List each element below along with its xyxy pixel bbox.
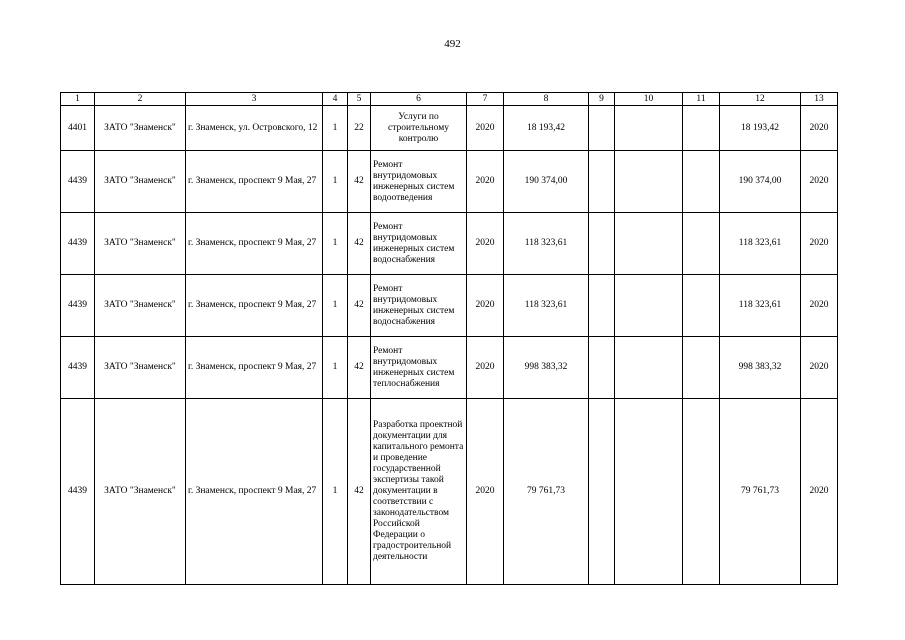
cell-col5: 42 <box>348 337 371 399</box>
cell-municipality: ЗАТО "Знаменск" <box>95 106 186 151</box>
cell-municipality: ЗАТО "Знаменск" <box>95 275 186 337</box>
column-header: 7 <box>467 93 504 106</box>
cell-col9 <box>589 399 615 585</box>
column-header: 9 <box>589 93 615 106</box>
cell-col4: 1 <box>323 337 348 399</box>
cell-amount: 79 761,73 <box>504 399 589 585</box>
cell-col4: 1 <box>323 399 348 585</box>
cell-col9 <box>589 106 615 151</box>
cell-col5: 42 <box>348 399 371 585</box>
table-row <box>61 151 838 213</box>
cell-col5: 22 <box>348 106 371 151</box>
cell-year-end: 2020 <box>801 106 838 151</box>
cell-number: 4401 <box>61 106 95 151</box>
cell-col11 <box>683 399 720 585</box>
cell-service: Ремонт внутридомовых инженерных систем теплоснабжения <box>371 337 467 399</box>
cell-total: 79 761,73 <box>720 399 801 585</box>
table-row <box>61 213 838 275</box>
cell-col10 <box>615 106 683 151</box>
cell-col9 <box>589 213 615 275</box>
cell-year-end: 2020 <box>801 275 838 337</box>
cell-amount: 118 323,61 <box>504 213 589 275</box>
header-row <box>61 93 838 106</box>
cell-number: 4439 <box>61 151 95 213</box>
cell-number: 4439 <box>61 213 95 275</box>
cell-year: 2020 <box>467 337 504 399</box>
cell-col10 <box>615 399 683 585</box>
cell-col10 <box>615 213 683 275</box>
table-row <box>61 337 838 399</box>
cell-col4: 1 <box>323 151 348 213</box>
table-row <box>61 275 838 337</box>
cell-municipality: ЗАТО "Знаменск" <box>95 213 186 275</box>
column-header: 10 <box>615 93 683 106</box>
cell-address: г. Знаменск, проспект 9 Мая, 27 <box>186 337 323 399</box>
cell-address: г. Знаменск, проспект 9 Мая, 27 <box>186 151 323 213</box>
cell-number: 4439 <box>61 399 95 585</box>
cell-address: г. Знаменск, проспект 9 Мая, 27 <box>186 213 323 275</box>
cell-total: 118 323,61 <box>720 275 801 337</box>
cell-col5: 42 <box>348 151 371 213</box>
page-number: 492 <box>444 38 461 50</box>
cell-year-end: 2020 <box>801 337 838 399</box>
column-header: 3 <box>186 93 323 106</box>
column-header: 1 <box>61 93 95 106</box>
cell-col11 <box>683 337 720 399</box>
cell-municipality: ЗАТО "Знаменск" <box>95 337 186 399</box>
cell-service: Ремонт внутридомовых инженерных систем водоснабжения <box>371 275 467 337</box>
cell-service: Разработка проектной документации для капитального ремонта и проведение государственной экспертизы такой документации в соответствии с законодательством Российской Федерации о градостроительной деятельности <box>371 399 467 585</box>
cell-year: 2020 <box>467 213 504 275</box>
cell-col5: 42 <box>348 213 371 275</box>
cell-col4: 1 <box>323 213 348 275</box>
cell-col9 <box>589 151 615 213</box>
cell-col4: 1 <box>323 275 348 337</box>
cell-municipality: ЗАТО "Знаменск" <box>95 151 186 213</box>
cell-address: г. Знаменск, проспект 9 Мая, 27 <box>186 399 323 585</box>
cell-year: 2020 <box>467 106 504 151</box>
column-header: 11 <box>683 93 720 106</box>
cell-col10 <box>615 275 683 337</box>
cell-year: 2020 <box>467 399 504 585</box>
cell-year-end: 2020 <box>801 399 838 585</box>
cell-col10 <box>615 337 683 399</box>
cell-total: 18 193,42 <box>720 106 801 151</box>
column-header: 5 <box>348 93 371 106</box>
column-header: 4 <box>323 93 348 106</box>
column-header: 8 <box>504 93 589 106</box>
cell-col11 <box>683 275 720 337</box>
cell-number: 4439 <box>61 337 95 399</box>
registry-table <box>60 92 838 585</box>
cell-col11 <box>683 151 720 213</box>
cell-municipality: ЗАТО "Знаменск" <box>95 399 186 585</box>
cell-amount: 190 374,00 <box>504 151 589 213</box>
cell-service: Услуги по строительному контролю <box>371 106 467 151</box>
cell-year-end: 2020 <box>801 213 838 275</box>
cell-total: 118 323,61 <box>720 213 801 275</box>
cell-address: г. Знаменск, ул. Островского, 12 <box>186 106 323 151</box>
cell-year: 2020 <box>467 275 504 337</box>
cell-service: Ремонт внутридомовых инженерных систем водоснабжения <box>371 213 467 275</box>
cell-year-end: 2020 <box>801 151 838 213</box>
column-header: 2 <box>95 93 186 106</box>
cell-col5: 42 <box>348 275 371 337</box>
cell-year: 2020 <box>467 151 504 213</box>
column-header: 6 <box>371 93 467 106</box>
cell-col11 <box>683 213 720 275</box>
cell-number: 4439 <box>61 275 95 337</box>
cell-col10 <box>615 151 683 213</box>
cell-col9 <box>589 337 615 399</box>
table-row <box>61 106 838 151</box>
cell-amount: 998 383,32 <box>504 337 589 399</box>
column-header: 13 <box>801 93 838 106</box>
column-header: 12 <box>720 93 801 106</box>
cell-total: 190 374,00 <box>720 151 801 213</box>
cell-amount: 18 193,42 <box>504 106 589 151</box>
cell-col11 <box>683 106 720 151</box>
table-header <box>61 93 838 106</box>
cell-amount: 118 323,61 <box>504 275 589 337</box>
cell-col4: 1 <box>323 106 348 151</box>
cell-col9 <box>589 275 615 337</box>
cell-address: г. Знаменск, проспект 9 Мая, 27 <box>186 275 323 337</box>
table-row <box>61 399 838 585</box>
cell-total: 998 383,32 <box>720 337 801 399</box>
cell-service: Ремонт внутридомовых инженерных систем водоотведения <box>371 151 467 213</box>
